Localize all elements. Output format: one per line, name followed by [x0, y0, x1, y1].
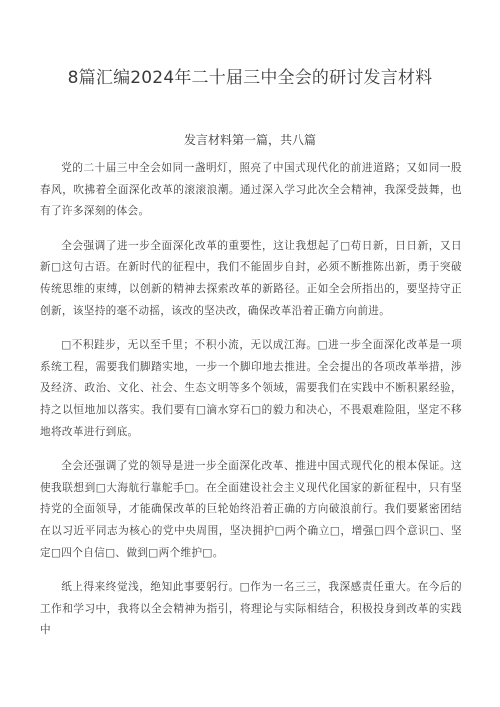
paragraph: □不积跬步，无以至千里；不积小流，无以成江海。□进一步全面深化改革是一项系统工程，需要我们脚踏实地，一步一个脚印地去推进。全会提出的各项改革举措，涉及经济、政治、文化、社会、生态文明等多个领域，需要我们在实践中不断积累经验，持之以恒地加以落实。我们要有□滴水穿石□的毅力和决心，不畏艰难险阻，坚定不移地将改革进行到底。 [40, 339, 462, 438]
paragraph: 党的二十届三中全会如同一盏明灯，照亮了中国式现代化的前进道路；又如同一股春风，吹拂着全面深化改革的滚滚浪潮。通过深入学习此次全会精神，我深受鼓舞，也有了许多深刻的体会。 [40, 162, 462, 218]
paragraph: 全会强调了进一步全面深化改革的重要性，这让我想起了□苟日新，日日新，又日新□这句古语。在新时代的征程中，我们不能固步自封，必须不断推陈出新，勇于突破传统思维的束缚，以创新的精神去探索改革的新路径。正如全会所指出的，要坚持守正创新，该坚持的毫不动摇，该改的坚决改，确保改革沿着正确方向前进。 [40, 239, 462, 317]
paragraph: 全会还强调了党的领导是进一步全面深化改革、推进中国式现代化的根本保证。这使我联想到□大海航行靠舵手□。在全面建设社会主义现代化国家的新征程中，只有坚持党的全面领导，才能确保改革的巨轮始终沿着正确的方向破浪前行。我们要紧密团结在以习近平同志为核心的党中央周围，坚决拥护□两个确立□，增强□四个意识□、坚定□四个自信□、做到□两个维护□。 [40, 460, 462, 559]
document-body [40, 158, 462, 655]
paragraph: 纸上得来终觉浅，绝知此事要躬行。□作为一名三三，我深感责任重大。在今后的工作和学习中，我将以全会精神为指引，将理论与实际相结合，积极投身到改革的实践中 [40, 581, 462, 637]
section-title: 发言材料第一篇，共八篇 [183, 133, 316, 147]
document-title: 8篇汇编2024年二十届三中全会的研讨发言材料 [67, 68, 433, 88]
